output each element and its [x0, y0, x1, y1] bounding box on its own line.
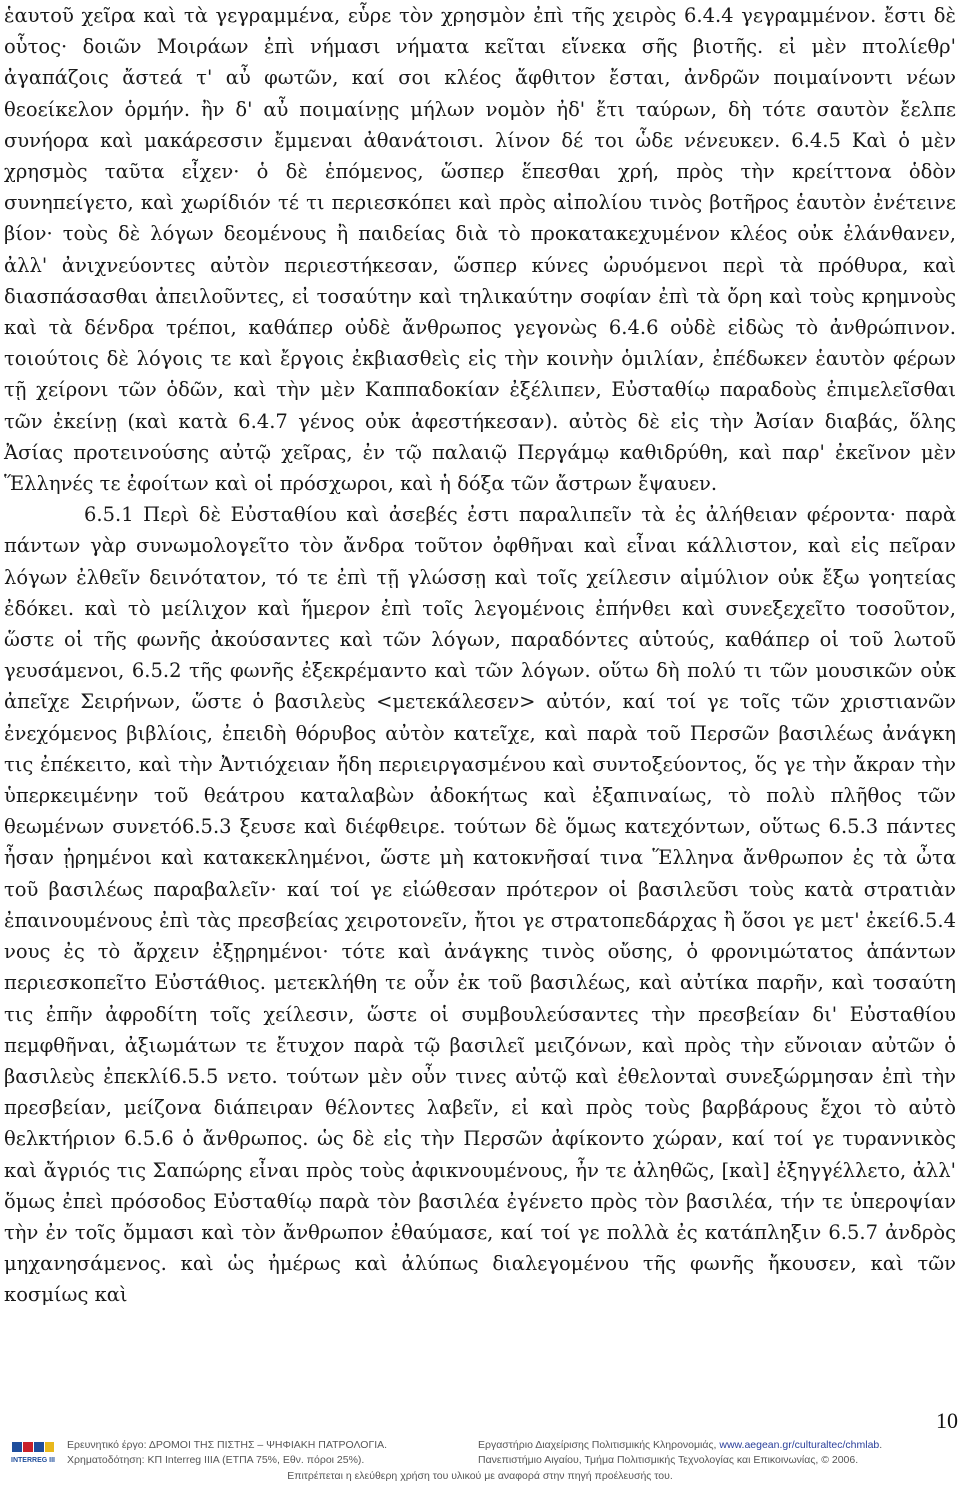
paragraph-2: 6.5.1 Περὶ δὲ Εὐσταθίου καὶ ἀσεβές ἐστι παραλιπεῖν τὰ ἐς ἀλήθειαν φέροντα· παρὰ πάντων γὰρ συνωμολογεῖτο τὸν ἄνδρα τοῦτον ὀφθῆναι καὶ εἶναι κάλλιστον, καὶ εἰς πεῖραν λόγων ἐλθεῖν δεινότατον, τό τε ἐπὶ τῇ γλώσσῃ καὶ τοῖς χείλεσιν αἱμύλιον οὐκ ἔξω γοητείας ἐδόκει. καὶ τὸ μείλιχον καὶ ἥμερον ἐπὶ τοῖς λεγομένοις ἐπήνθει καὶ συνεξεχεῖτο τοσοῦτον, ὥστε οἱ τῆς φωνῆς ἀκούσαντες καὶ τῶν λόγων, παραδόντες αὑτούς, καθάπερ οἱ τοῦ λωτοῦ γευσάμενοι, 6.5.2 τῆς φωνῆς ἐξεκρέμαντο καὶ τῶν λόγων. οὕτω δὴ πολύ τι τῶν μουσικῶν οὐκ ἀπεῖχε Σειρήνων, ὥστε ὁ βασιλεὺς <μετεκάλεσεν> αὐτόν, καί τοί γε τοῖς τῶν χριστιανῶν ἐνεχόμενος βιβλίοις, ἐπειδὴ θόρυβος αὐτὸν κατεῖχε, καὶ παρὰ τοῦ Περσῶν βασιλέως ἀνάγκη τις ἐπέκειτο, καὶ τὴν Ἀντιόχειαν ἤδη περιειργασμένου καὶ συντοξεύοντος, ὅς γε τὴν ἄκραν τὴν ὑπερκειμένην τοῦ θεάτρου καταλαβὼν ἀδοκήτως καὶ ἐξαπιναίως, τὸ πολὺ πλῆθος τῶν θεωμένων συνετό6.5.3 ξευσε καὶ διέφθειρε. τούτων δὲ ὅμως κατεχόντων, οὕτως 6.5.3 πάντες ἦσαν ᾐρημένοι καὶ κατακεκλημένοι, ὥστε μὴ κατοκνῆσαί τινα Ἕλληνα ἄνθρωπον ἐς τὰ ὦτα τοῦ βασιλέως παραβαλεῖν· καί τοί γε εἰώθεσαν πρότερον οἱ βασιλεῦσι τοὺς κατὰ στρατιὰν ἐπαινουμένους ἐπὶ τὰς πρεσβείας χειροτονεῖν, ἤτοι γε στρατοπεδάρχας ἢ ὅσοι γε μετ' ἐκεί6.5.4 νους ἐς τὸ ἄρχειν ἐξῃρημένοι· τότε καὶ ἀνάγκης τινὸς οὔσης, ὁ φρονιμώτατος ἁπάντων περιεσκοπεῖτο Εὐστάθιος. μετεκλήθη τε οὖν ἐκ τοῦ βασιλέως, καὶ αὐτίκα παρῆν, καὶ τοσαύτη τις ἐπῆν ἀφροδίτη τοῖς χείλεσιν, ὥστε οἱ συμβουλεύσαντες τὴν πρεσβείαν δι' Εὐσταθίου πεμφθῆναι, ἀξιωμάτων τε ἔτυχον παρὰ τῷ βασιλεῖ μειζόνων, καὶ πρὸς τὴν εὔνοιαν αὐτῶν ὁ βασιλεὺς ἐπεκλί6.5.5 νετο. τούτων μὲν οὖν τινες αὐτῷ καὶ ἐθελονταὶ συνεξώρμησαν ἐπὶ τὴν πρεσβείαν, μείζονα διάπειραν θέλοντες λαβεῖν, εἰ καὶ πρὸς τοὺς βαρβάρους ἔχοι τὸ αὐτὸ θελκτήριον 6.5.6 ὁ ἄνθρωπος. ὡς δὲ εἰς τὴν Περσῶν ἀφίκοντο χώραν, καί τοί γε τυραννικὸς καὶ ἄγριός τις Σαπώρης εἶναι πρὸς τοὺς ἀφικνουμένους, ἦν τε ἀληθῶς, [καὶ] ἐξηγγέλλετο, ἀλλ' ὅμως ἐπεὶ πρόσοδος Εὐσταθίῳ παρὰ τὸν βασιλέα ἐγένετο πρὸς τὸν βασιλέα, τήν τε ὑπεροψίαν τὴν ἐν τοῖς ὄμμασι καὶ τὸν ἄνθρωπον ἐθαύμασε, καί τοί γε πολλὰ ἐς κατάπληξιν 6.5.7 ἀνδρὸς μηχανησάμενος. καὶ ὡς ἠμέρως καὶ ἀλύπως διαλεγομένου τῆς φωνῆς ἤκουσεν, καὶ τῶν κοσμίως καὶ [4, 503, 956, 1307]
footer-license-line: Επιτρέπεται η ελεύθερη χρήση του υλικού με αναφορά στην πηγή προέλευσής του. [287, 1470, 673, 1482]
paragraph-1: ἑαυτοῦ χεῖρα καὶ τὰ γεγραμμένα, εὗρε τὸν χρησμὸν ἐπὶ τῆς χειρὸς 6.4.4 γεγραμμένον. ἔστι δὲ οὗτος· δοιῶν Μοιράων ἐπὶ νήμασι νήματα κεῖται εἵνεκα σῆς βιοτῆς. εἰ μὲν πτολίεθρ' ἀγαπάζοις ἄστεά τ' αὖ φωτῶν, καί σοι κλέος ἄφθιτον ἔσται, ἀνδρῶν ποιμαίνοντι νέων θεοείκελον ὁρμήν. ἢν δ' αὖ ποιμαίνῃς μήλων νομὸν ἠδ' ἔτι ταύρων, δὴ τότε σαυτὸν ἔελπε συνήορα καὶ μακάρεσσιν ἔμμεναι ἀθανάτοισι. λίνον δέ τοι ὧδε νένευκεν. 6.4.5 Καὶ ὁ μὲν χρησμὸς ταῦτα εἶχεν· ὁ δὲ ἑπόμενος, ὥσπερ ἕπεσθαι χρή, πρὸς τὴν κρείττονα ὁδὸν συνηπείγετο, καὶ χωρίδιόν τέ τι περιεσκόπει καὶ πρὸς αἰπολίου τινὸς βοτῆρος ἑαυτὸν ἐνέτεινε βίον· τοὺς δὲ λόγων δεομένους ἢ παιδείας διὰ τὸ προκατακεχυμένον κλέος οὐκ ἐλάνθανεν, ἀλλ' ἀνιχνεύοντες αὐτὸν περιεστήκεσαν, ὥσπερ κύνες ὠρυόμενοι περὶ τὰ πρόθυρα, καὶ διασπάσασθαι ἀπειλοῦντες, εἰ τοσαύτην καὶ τηλικαύτην σοφίαν ἐπὶ τὰ ὄρη καὶ τοὺς κρημνοὺς καὶ τὰ δένδρα τρέποι, καθάπερ οὐδὲ ἄνθρωπος γεγονὼς 6.4.6 οὐδὲ εἰδὼς τὸ ἀνθρώπινον. τοιούτοις δὲ λόγοις τε καὶ ἔργοις ἐκβιασθεὶς εἰς τὴν κοινὴν ὁμιλίαν, ἐπέδωκεν ἑαυτὸν φέρων τῇ χείρονι τῶν ὁδῶν, καὶ τὴν μὲν Καππαδοκίαν ἐξέλιπεν, Εὐσταθίῳ παραδοὺς ἐπιμελεῖσθαι τῶν ἐκείνῃ (καὶ κατὰ 6.4.7 γένος οὐκ ἀφεστήκεσαν). αὐτὸς δὲ εἰς τὴν Ἀσίαν διαβάς, ὅλης Ἀσίας προτεινούσης αὐτῷ χεῖρας, ἐν τῷ παλαιῷ Περγάμῳ καθιδρύθη, καὶ παρ' ἐκεῖνον μὲν Ἕλληνές τε ἐφοίτων καὶ οἱ πρόσχωροι, καὶ ἡ δόξα τῶν ἄστρων ἔψαυεν. [4, 4, 956, 496]
footer-lab-text: Εργαστήριο Διαχείρισης Πολιτισμικής Κληρονομιάς, [478, 1439, 720, 1451]
footer-lab-end: . [879, 1439, 883, 1451]
body-text [4, 0, 956, 1311]
footer-project-line: Ερευνητικό έργο: ΔΡΟΜΟΙ ΤΗΣ ΠΙΣΤΗΣ – ΨΗΦΙΑΚΗ ΠΑΤΡΟΛΟΓΙΑ. [67, 1439, 388, 1451]
footer-university-line: Πανεπιστήμιο Αιγαίου, Τμήμα Πολιτισμικής Τεχνολογίας και Επικοινωνίας, © 2006. [478, 1454, 859, 1466]
footer [0, 1436, 960, 1487]
footer-funding-line: Χρηματοδότηση: ΚΠ Interreg IIIA (ΕΤΠΑ 75%, Εθν. πόροι 25%). [67, 1454, 365, 1466]
logo-text: INTERREG III [11, 1457, 55, 1464]
interreg-logo [10, 1438, 56, 1466]
page-number: 10 [936, 1408, 958, 1433]
footer-lab-line [478, 1439, 882, 1452]
footer-lab-link[interactable]: www.aegean.gr/culturaltec/chmlab [719, 1439, 880, 1451]
